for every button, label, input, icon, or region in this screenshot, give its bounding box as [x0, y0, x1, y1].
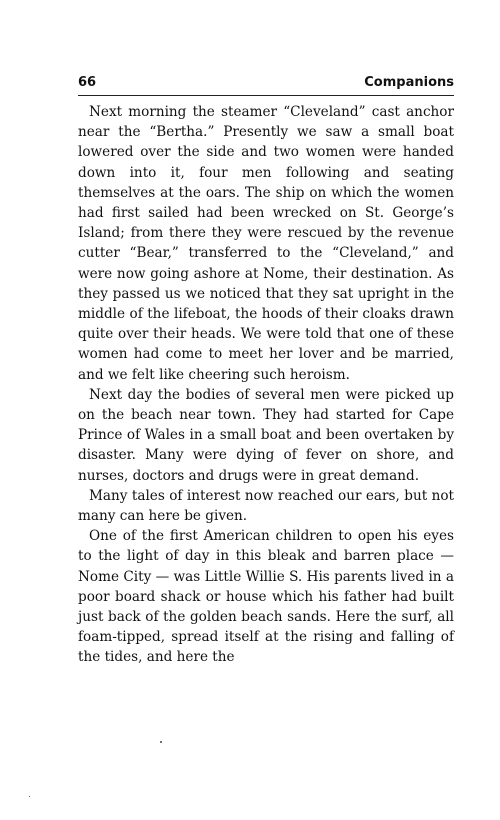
- page-number: 66: [78, 75, 97, 90]
- paragraph-little-willie: One of the first American children to open his eyes to the light of day in this bleak and barren place — Nome City — was Little Willie S. His parents lived in a poor board shack or house which his father had built just back of the golden beach sands. Here the surf, all foam-tipped, spread itself at the rising and falling of the tides, and here the: [78, 528, 454, 666]
- running-title: Companions: [364, 75, 454, 90]
- print-speck: [160, 741, 162, 743]
- paragraph-bodies-picked-up: Next day the bodies of several men were picked up on the beach near town. They had started for Cape Prince of Wales in a small boat and been overtaken by disaster. Many were dying of fever on shore, and nurses, doctors and drugs were in great demand.: [78, 386, 454, 484]
- body-text: [78, 102, 454, 668]
- running-head: [78, 71, 454, 96]
- paragraph-tales-of-interest: Many tales of interest now reached our ears, but not many can here be given.: [78, 487, 454, 525]
- print-speck: [29, 796, 30, 797]
- paragraph-steamer-cleveland: Next morning the steamer “Cleveland” cast anchor near the “Bertha.” Presently we saw a small boat lowered over the side and two women were handed down into it, four men following and seating themselves at the oars. The ship on which the women had first sailed had been wrecked on St. George’s Island; from there they were rescued by the revenue cutter “Bear,” transferred to the “Cleveland,” and were now going ashore at Nome, their destination. As they passed us we noticed that they sat upright in the middle of the lifeboat, the hoods of their cloaks drawn quite over their heads. We were told that one of these women had come to meet her lover and be married, and we felt like cheering such heroism.: [78, 104, 454, 383]
